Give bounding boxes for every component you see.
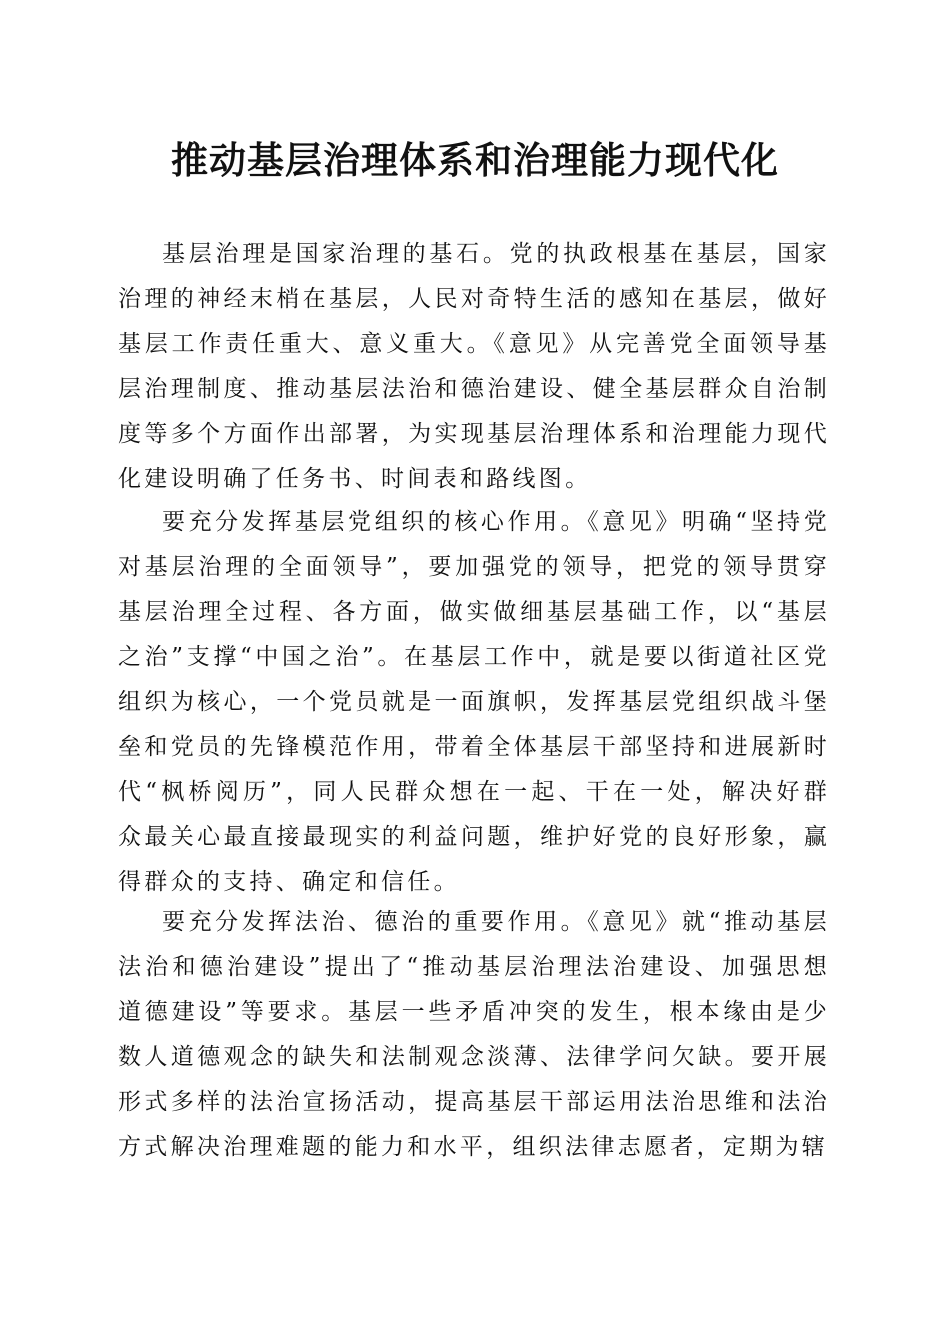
paragraph-2: 要充分发挥基层党组织的核心作用。《意见》明确“坚持党对基层治理的全面领导”，要加强党的领导，把党的领导贯穿基层治理全过程、各方面，做实做细基层基础工作，以“基层之治”支撑“中国之治”。在基层工作中，就是要以街道社区党组织为核心，一个党员就是一面旗帜，发挥基层党组织战斗堡垒和党员的先锋模范作用，带着全体基层干部坚持和进展新时代“枫桥阅历”，同人民群众想在一起、干在一处，解决好群众最关心最直接最现实的利益问题，维护好党的良好形象，赢得群众的支持、确定和信任。 [118,509,830,895]
paragraph-3: 要充分发挥法治、德治的重要作用。《意见》就“推动基层法治和德治建设”提出了“推动基层治理法治建设、加强思想道德建设”等要求。基层一些矛盾冲突的发生，根本缘由是少数人道德观念的缺失和法制观念淡薄、法律学问欠缺。要开展形式多样的法治宣扬活动，提高基层干部运用法治思维和法治方式解决治理难题的能力和水平，组织法律志愿者，定期为辖 [118,909,830,1160]
document-title: 推动基层治理体系和治理能力现代化 [171,138,779,182]
paragraph-1: 基层治理是国家治理的基石。党的执政根基在基层，国家治理的神经末梢在基层，人民对奇特生活的感知在基层，做好基层工作责任重大、意义重大。《意见》从完善党全面领导基层治理制度、推动基层法治和德治建设、健全基层群众自治制度等多个方面作出部署，为实现基层治理体系和治理能力现代化建设明确了任务书、时间表和路线图。 [118,241,830,492]
